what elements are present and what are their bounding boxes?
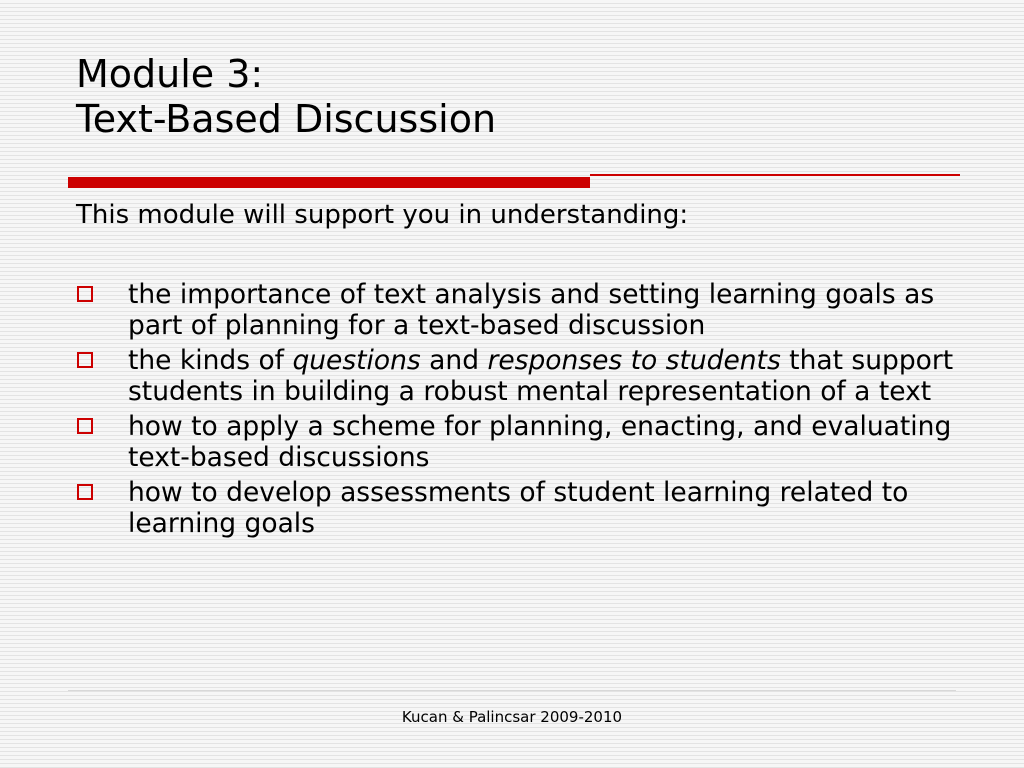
bullet-list [76, 279, 966, 543]
title-divider-thick [68, 177, 590, 188]
bullet-text: how to apply a scheme for planning, enacting, and evaluating text-based discussions [128, 411, 952, 473]
bullet-item [76, 345, 966, 407]
footer-text: Kucan & Palincsar 2009-2010 [401, 708, 623, 726]
footer-divider [68, 690, 956, 691]
bullet-text-part: the kinds of [128, 345, 293, 376]
title-divider-thin [590, 174, 960, 176]
intro-text: This module will support you in understanding: [76, 200, 689, 230]
bullet-text [128, 345, 953, 407]
bullet-emphasis: questions [292, 345, 421, 376]
square-bullet-icon [77, 352, 93, 368]
square-bullet-icon [77, 484, 93, 500]
square-bullet-icon [77, 286, 93, 302]
slide-title-line-1: Module 3: [76, 52, 264, 96]
slide-title [76, 52, 496, 142]
slide-title-line-2: Text-Based Discussion [76, 97, 497, 141]
bullet-text-part: that support students in building a robust mental representation of a text [128, 345, 954, 407]
bullet-text-part: and [420, 345, 488, 376]
bullet-item [76, 477, 966, 539]
bullet-item [76, 279, 966, 341]
bullet-emphasis: responses to students [487, 345, 781, 376]
square-bullet-icon [77, 418, 93, 434]
bullet-text: how to develop assessments of student learning related to learning goals [128, 477, 909, 539]
bullet-item [76, 411, 966, 473]
bullet-text: the importance of text analysis and setting learning goals as part of planning for a text-based discussion [128, 279, 935, 341]
